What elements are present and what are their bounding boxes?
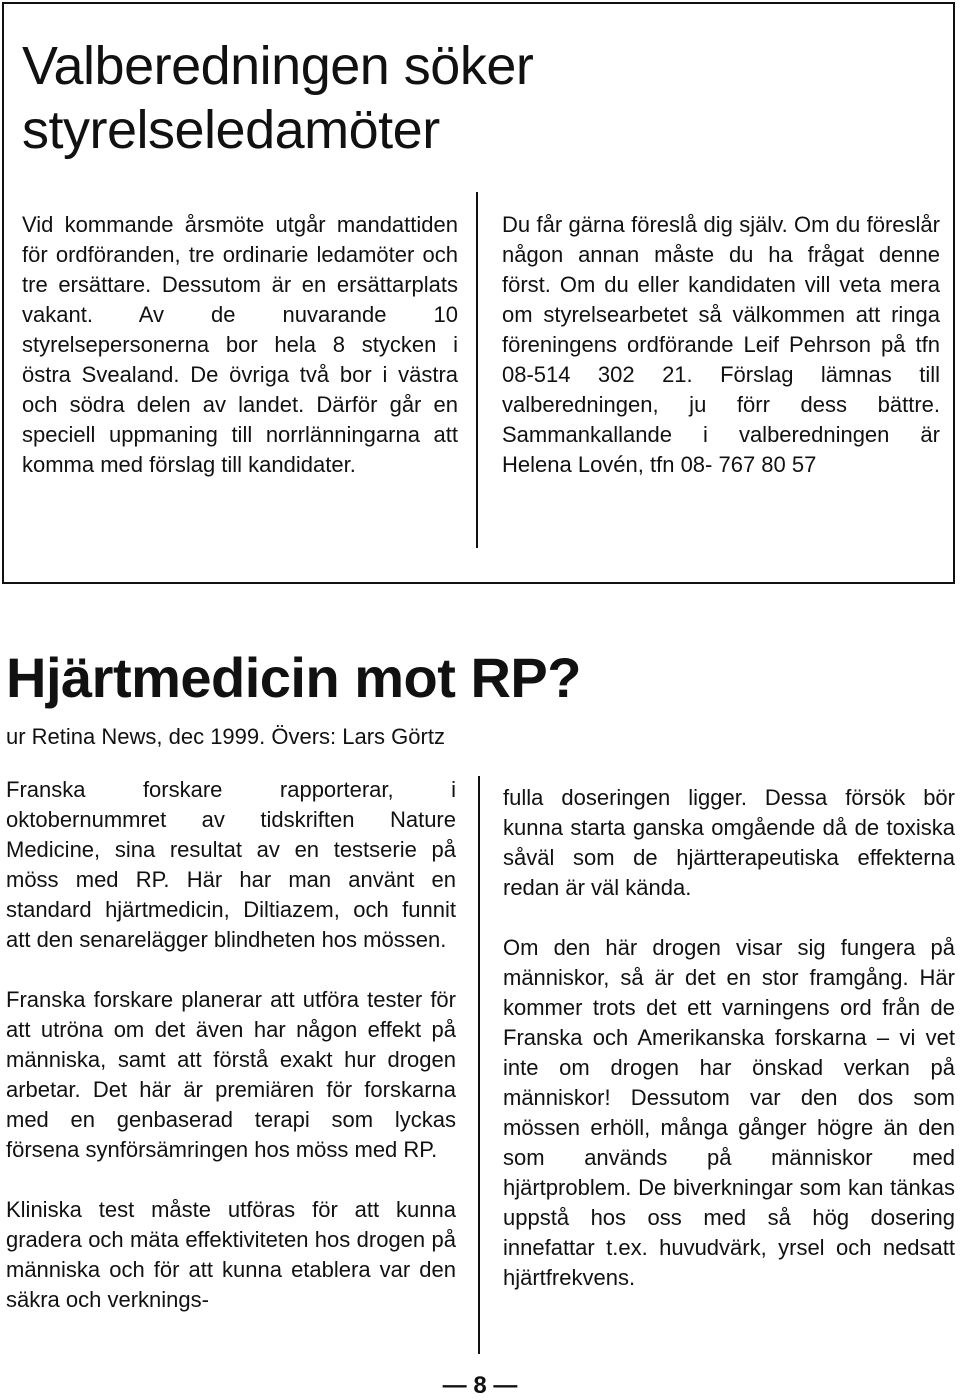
announcement-title-line2: styrelseledamöter	[22, 100, 440, 160]
article-paragraph: Franska forskare planerar att utföra tester för att utröna om det även har någon effekt på människa, samt att förstå exakt hur drogen arbetar. Det här är premiären för forskarna med en genbaserad terapi som lyckas försena synförsämringen hos möss med RP.	[6, 987, 456, 1162]
article-source: ur Retina News, dec 1999. Övers: Lars Görtz	[6, 724, 445, 749]
announcement-paragraph-left: Vid kommande årsmöte utgår mandattiden för ordföranden, tre ordinarie ledamöter och tre ersättare. Dessutom är en ersättarplats vakant. Av de nuvarande 10 styrelsepersonerna bor hela 8 stycken i östra Svealand. De övriga två bor i västra och södra delen av landet. Därför går en speciell uppmaning till norrlänningarna att komma med förslag till kandidater.	[22, 212, 458, 477]
article-title: Hjärtmedicin mot RP?	[6, 646, 581, 709]
announcement-column-left	[22, 210, 458, 480]
article-column-left	[6, 775, 456, 1315]
column-divider-bottom	[478, 776, 480, 1354]
article-column-right	[503, 783, 955, 1293]
announcement-title	[22, 34, 533, 162]
announcement-title-line1: Valberedningen söker	[22, 36, 534, 96]
article-paragraph: fulla doseringen ligger. Dessa försök bör kunna starta ganska omgående då de toxiska såväl som de hjärtterapeutiska effekterna redan är väl kända.	[503, 785, 955, 900]
article-paragraph: Franska forskare rapporterar, i oktobernummret av tidskriften Nature Medicine, sina resultat av en testserie på möss med RP. Här har man använt en standard hjärtmedicin, Diltiazem, och funnit att den senarelägger blindheten hos mössen.	[6, 777, 456, 952]
announcement-column-right	[502, 210, 940, 480]
page-number: — 8 —	[442, 1372, 518, 1399]
article-paragraph: Om den här drogen visar sig fungera på människor, så är det en stor framgång. Här kommer trots det ett varningens ord från de Franska och Amerikanska forskarna – vi vet inte om drogen har önskad verkan på människor! Dessutom var den dos som mössen erhöll, många gånger högre än den som används på människor med hjärtproblem. De biverkningar som kan tänkas uppstå hos oss med så hög dosering innefattar t.ex. huvudvärk, yrsel och nedsatt hjärtfrekvens.	[503, 935, 955, 1290]
announcement-paragraph-right: Du får gärna föreslå dig själv. Om du föreslår någon annan måste du ha frågat denne först. Om du eller kandidaten vill veta mera om styrelsearbetet så välkommen att ringa föreningens ordförande Leif Pehrson på tfn 08-514 302 21. Förslag lämnas till valberedningen, ju förr dess bättre. Sammankallande i valberedningen är Helena Lovén, tfn 08- 767 80 57	[502, 212, 940, 477]
column-divider-top	[476, 192, 478, 548]
article-paragraph: Kliniska test måste utföras för att kunna gradera och mäta effektiviteten hos drogen på människa och för att kunna etablera var den säkra och verknings-	[6, 1197, 456, 1312]
